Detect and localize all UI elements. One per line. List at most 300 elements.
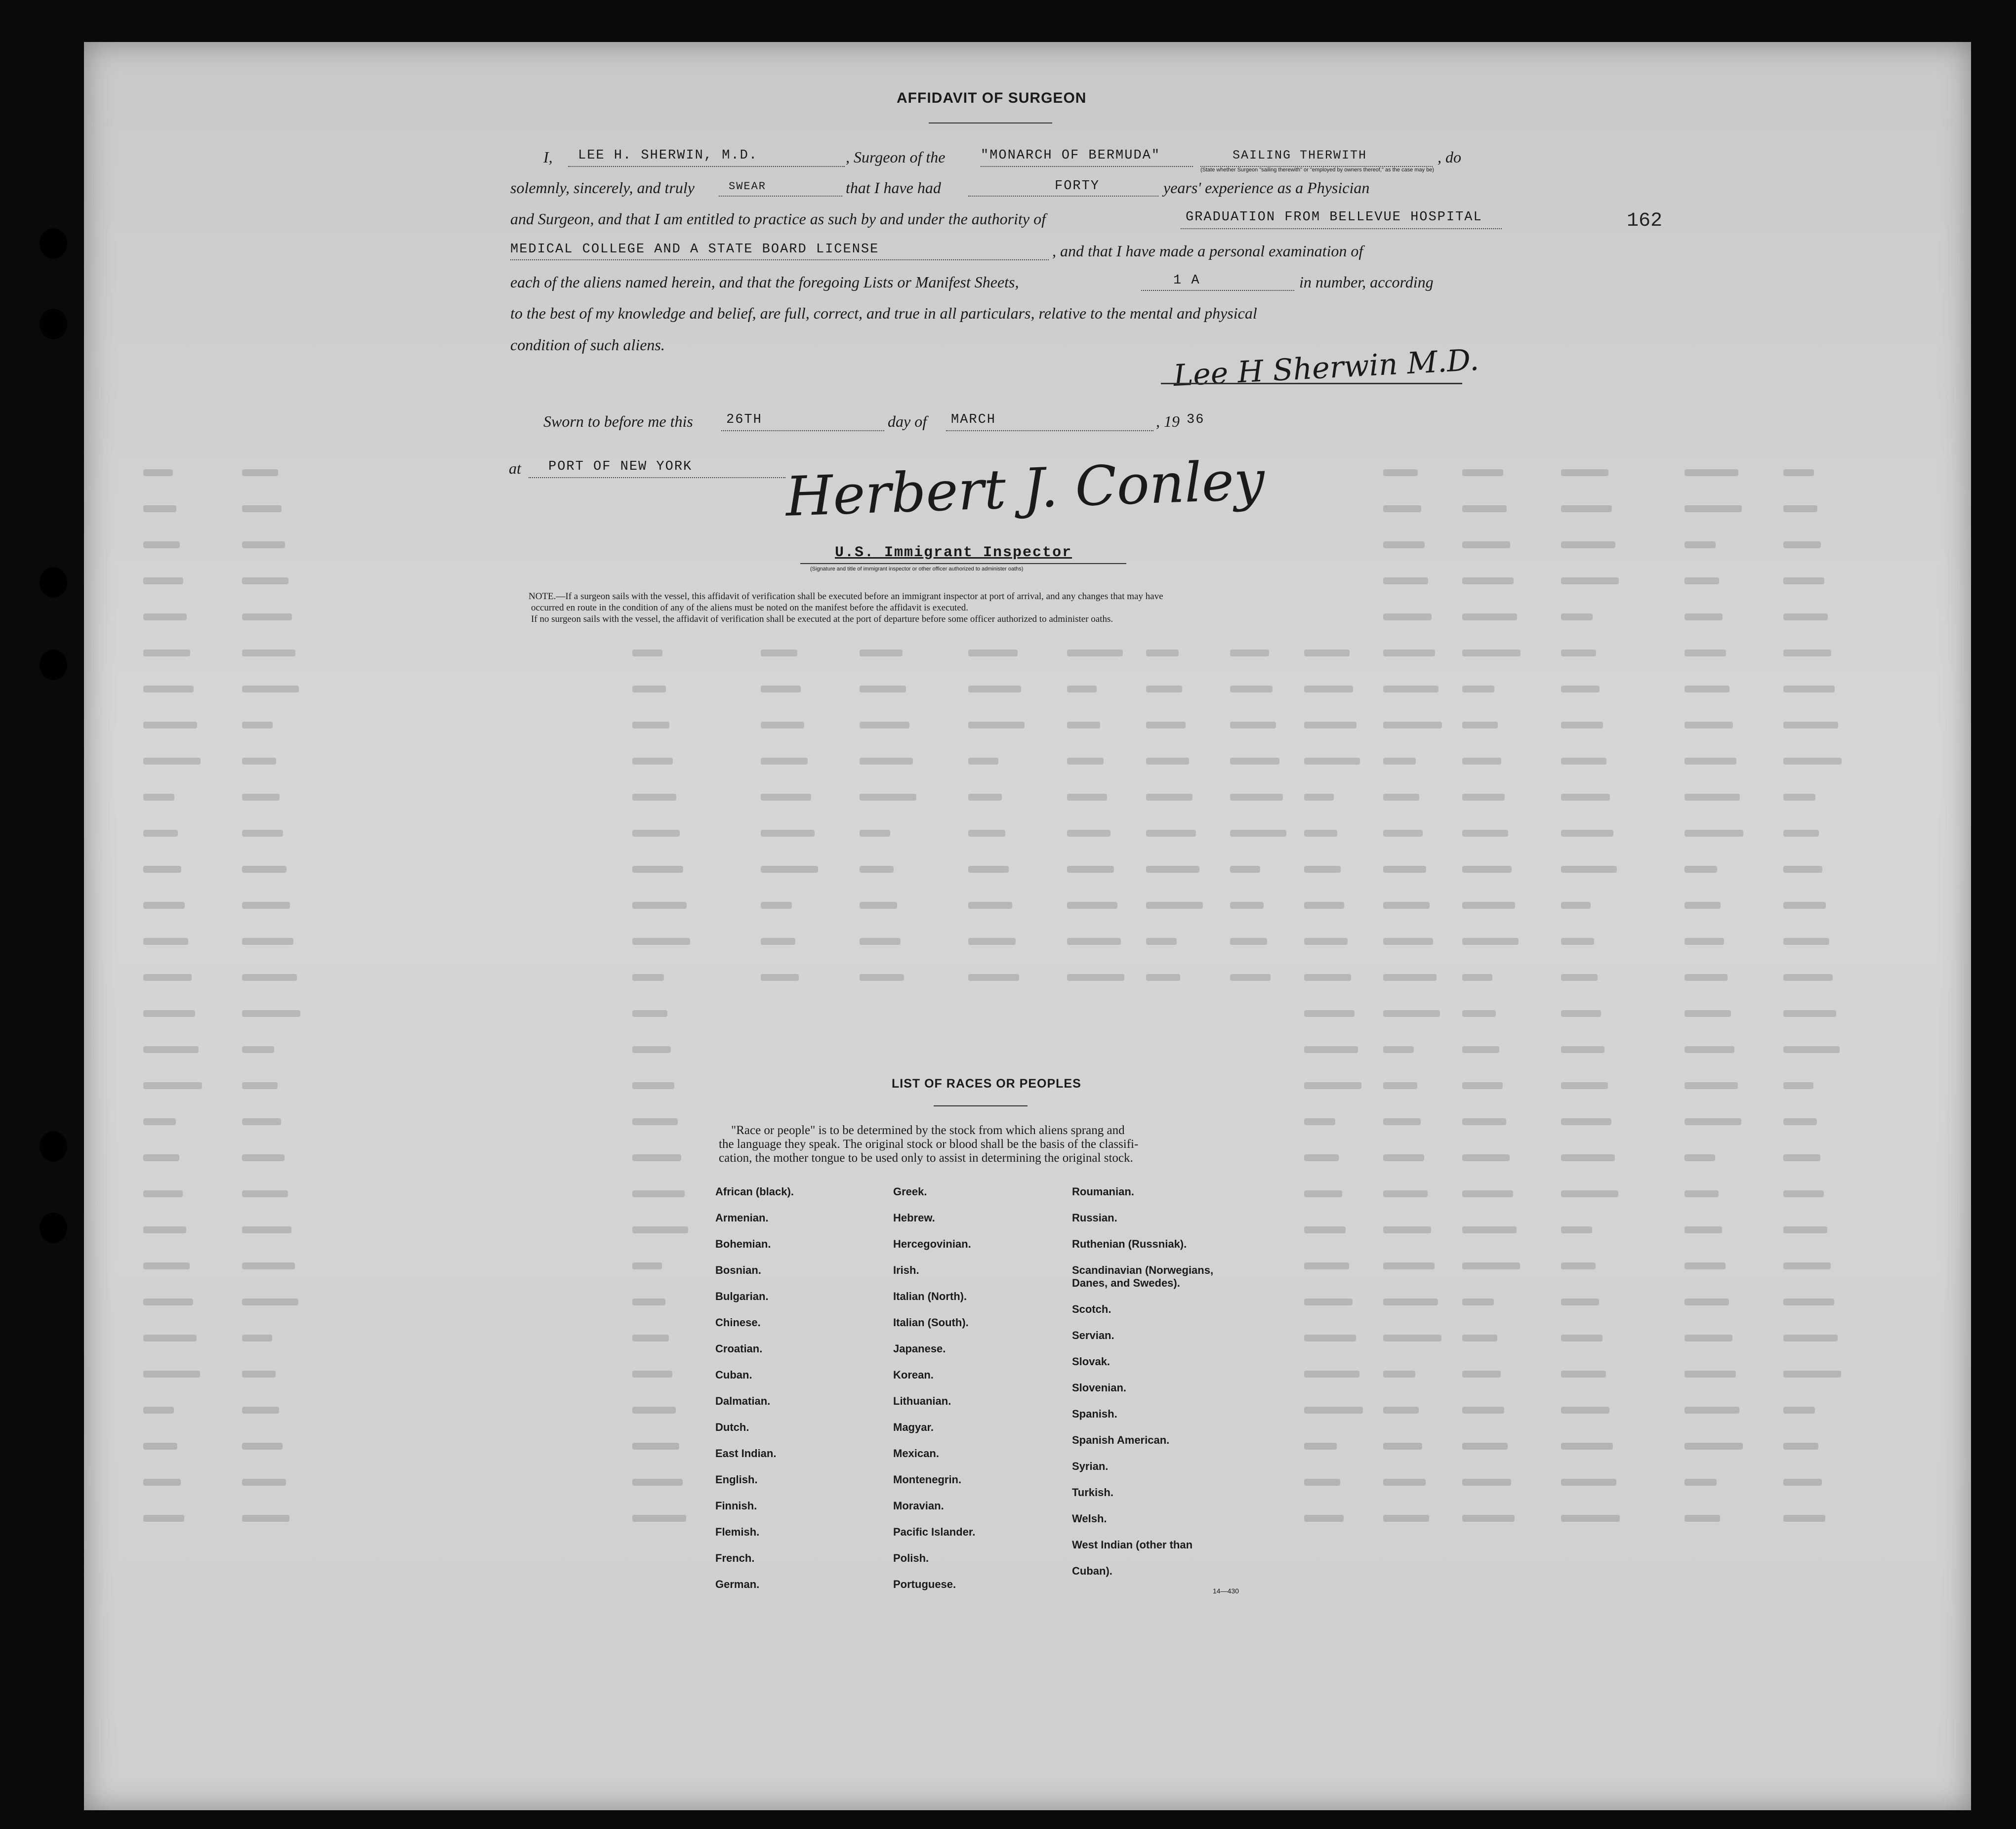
faded-entry <box>143 541 180 548</box>
line7: condition of such aliens. <box>510 336 665 354</box>
signature-line <box>1161 383 1462 384</box>
race-item: Dalmatian. <box>715 1395 771 1407</box>
faded-entry <box>860 830 890 837</box>
faded-entry <box>1304 1335 1356 1341</box>
faded-entry <box>1383 1407 1419 1414</box>
oath-word: SWEAR <box>729 180 767 193</box>
faded-entry <box>1462 1479 1511 1486</box>
race-item: Chinese. <box>715 1316 761 1329</box>
binder-hole <box>40 309 67 339</box>
faded-entry <box>143 1154 179 1161</box>
faded-entry <box>1685 1515 1720 1522</box>
faded-entry <box>1783 974 1833 981</box>
faded-entry <box>1383 469 1418 476</box>
faded-entry <box>1462 541 1510 548</box>
faded-entry <box>1685 938 1724 945</box>
faded-entry <box>632 830 680 837</box>
faded-entry <box>242 866 287 873</box>
faded-entry <box>143 758 201 765</box>
faded-entry <box>632 1046 671 1053</box>
faded-entry <box>242 902 290 909</box>
race-item: West Indian (other than <box>1072 1539 1193 1551</box>
race-item: Montenegrin. <box>893 1473 962 1486</box>
faded-entry <box>1304 1118 1335 1125</box>
faded-entry <box>1383 577 1428 584</box>
faded-entry <box>1146 902 1203 909</box>
faded-entry <box>632 1407 676 1414</box>
faded-entry <box>1462 650 1521 656</box>
race-item: Italian (South). <box>893 1316 969 1329</box>
faded-entry <box>1230 938 1267 945</box>
race-item: Cuban. <box>715 1369 752 1381</box>
faded-entry <box>1146 686 1182 692</box>
sworn-prefix: Sworn to before me this <box>543 412 693 430</box>
faded-entry <box>1783 686 1835 692</box>
faded-entry <box>1462 830 1508 837</box>
year-prefix: , 19 <box>1156 412 1180 430</box>
faded-entry <box>143 722 197 729</box>
faded-entry <box>761 722 804 729</box>
faded-entry <box>1146 830 1196 837</box>
faded-entry <box>1462 722 1498 729</box>
faded-entry <box>1561 1335 1603 1341</box>
faded-entry <box>860 902 897 909</box>
note-line-1: NOTE.—If a surgeon sails with the vessel, this affidavit of verification shall be executed before an immigrant inspector at port of arrival, and any changes that may have <box>529 591 1163 602</box>
faded-entry <box>143 1010 195 1017</box>
binder-hole <box>40 228 67 259</box>
faded-entry <box>1462 1046 1499 1053</box>
race-item: Armenian. <box>715 1212 769 1224</box>
faded-entry <box>968 794 1002 801</box>
faded-entry <box>632 938 690 945</box>
faded-entry <box>1685 686 1729 692</box>
line1-mid: , Surgeon of the <box>846 148 946 166</box>
faded-entry <box>1304 722 1357 729</box>
faded-entry <box>1561 469 1608 476</box>
faded-entry <box>1561 1046 1605 1053</box>
faded-entry <box>1561 1407 1609 1414</box>
inspector-signature: Herbert J. Conley <box>784 448 1266 528</box>
title-underline <box>929 122 1052 123</box>
faded-entry <box>632 650 662 656</box>
race-item: Cuban). <box>1072 1565 1112 1577</box>
faded-entry <box>860 974 904 981</box>
faded-entry <box>860 938 901 945</box>
faded-entry <box>1383 938 1433 945</box>
faded-entry <box>1383 1118 1421 1125</box>
faded-entry <box>968 722 1025 729</box>
faded-entry <box>1304 1046 1358 1053</box>
faded-entry <box>143 650 190 656</box>
faded-entry <box>1561 1010 1601 1017</box>
faded-entry <box>632 902 687 909</box>
race-item: Korean. <box>893 1369 934 1381</box>
faded-manifest-rows <box>128 459 1956 1595</box>
faded-entry <box>1304 1515 1344 1522</box>
faded-entry <box>1462 613 1517 620</box>
faded-entry <box>1383 1443 1422 1450</box>
faded-entry <box>242 469 278 476</box>
faded-entry <box>242 722 273 729</box>
faded-entry <box>968 866 1009 873</box>
faded-entry <box>1783 1046 1840 1053</box>
faded-entry <box>1561 577 1619 584</box>
faded-entry <box>143 794 174 801</box>
faded-entry <box>1561 1082 1608 1089</box>
faded-entry <box>632 1262 662 1269</box>
day-of: day of <box>888 412 927 430</box>
sworn-day: 26TH <box>726 412 762 427</box>
line2-end: years' experience as a Physician <box>1163 179 1370 197</box>
faded-entry <box>1230 650 1269 656</box>
faded-entry <box>1304 902 1344 909</box>
faded-entry <box>1304 1190 1342 1197</box>
faded-entry <box>1685 613 1723 620</box>
faded-entry <box>242 1515 289 1522</box>
race-item: Dutch. <box>715 1421 749 1433</box>
faded-entry <box>968 974 1019 981</box>
faded-entry <box>968 902 1012 909</box>
faded-entry <box>1685 505 1742 512</box>
authority-underline <box>1181 228 1502 229</box>
faded-entry <box>143 686 194 692</box>
line3-prefix: and Surgeon, and that I am entitled to practice as such by and under the authority of <box>510 210 1046 228</box>
faded-entry <box>632 1154 681 1161</box>
faded-entry <box>1462 1407 1504 1414</box>
faded-entry <box>1146 974 1180 981</box>
faded-entry <box>1067 974 1124 981</box>
race-item: Russian. <box>1072 1212 1117 1224</box>
faded-entry <box>1462 1299 1494 1305</box>
inspector-caption: (Signature and title of immigrant inspector or other officer authorized to administer oaths) <box>810 566 1024 572</box>
binder-hole <box>40 650 67 680</box>
faded-entry <box>1783 469 1814 476</box>
faded-entry <box>632 1226 688 1233</box>
faded-entry <box>1383 1335 1441 1341</box>
faded-entry <box>1685 541 1716 548</box>
faded-entry <box>242 1082 278 1089</box>
line6: to the best of my knowledge and belief, are full, correct, and true in all particulars, relative to the mental and physical <box>510 304 1257 322</box>
binder-hole <box>40 1213 67 1243</box>
line5-prefix: each of the aliens named herein, and that the foregoing Lists or Manifest Sheets, <box>510 273 1019 291</box>
faded-entry <box>143 1515 184 1522</box>
faded-entry <box>632 1010 667 1017</box>
inspector-line <box>800 563 1126 564</box>
faded-entry <box>242 613 292 620</box>
faded-entry <box>1685 1118 1741 1125</box>
faded-entry <box>632 1190 685 1197</box>
faded-entry <box>1685 902 1721 909</box>
faded-entry <box>1383 1082 1417 1089</box>
faded-entry <box>1462 1118 1506 1125</box>
faded-entry <box>860 866 894 873</box>
faded-entry <box>632 1371 672 1378</box>
faded-entry <box>1304 650 1350 656</box>
faded-entry <box>632 794 676 801</box>
faded-entry <box>1304 1479 1340 1486</box>
faded-entry <box>143 1479 181 1486</box>
race-item: Scotch. <box>1072 1303 1111 1315</box>
faded-entry <box>1783 1371 1841 1378</box>
faded-entry <box>1383 505 1421 512</box>
race-item: Slovenian. <box>1072 1382 1127 1394</box>
faded-entry <box>1146 650 1179 656</box>
faded-entry <box>143 613 187 620</box>
faded-entry <box>1685 722 1733 729</box>
faded-entry <box>1383 1226 1431 1233</box>
race-item: Bohemian. <box>715 1238 771 1250</box>
faded-entry <box>1383 722 1442 729</box>
faded-entry <box>242 1407 279 1414</box>
faded-entry <box>1383 1010 1440 1017</box>
race-item: Irish. <box>893 1264 919 1276</box>
faded-entry <box>1462 1515 1515 1522</box>
sheets-field <box>1141 273 1294 291</box>
faded-entry <box>1304 1226 1346 1233</box>
faded-entry <box>1685 577 1719 584</box>
faded-entry <box>1561 541 1615 548</box>
faded-entry <box>1561 1154 1615 1161</box>
faded-entry <box>1783 1190 1824 1197</box>
faded-entry <box>1230 866 1260 873</box>
faded-entry <box>1230 686 1273 692</box>
faded-entry <box>632 686 666 692</box>
faded-entry <box>242 938 293 945</box>
faded-entry <box>143 1299 193 1305</box>
faded-entry <box>1685 758 1736 765</box>
faded-entry <box>1561 1226 1592 1233</box>
race-item: Moravian. <box>893 1500 944 1512</box>
faded-entry <box>1685 650 1726 656</box>
race-item: Servian. <box>1072 1329 1114 1341</box>
faded-entry <box>242 1299 298 1305</box>
faded-entry <box>632 758 673 765</box>
faded-entry <box>143 1082 202 1089</box>
faded-entry <box>860 794 916 801</box>
faded-entry <box>1462 974 1492 981</box>
location: PORT OF NEW YORK <box>548 459 693 474</box>
faded-entry <box>1783 1407 1815 1414</box>
faded-entry <box>1067 794 1107 801</box>
faded-entry <box>1462 758 1501 765</box>
faded-entry <box>1783 1010 1836 1017</box>
faded-entry <box>1783 1118 1817 1125</box>
faded-entry <box>1146 794 1193 801</box>
faded-entry <box>1067 650 1123 656</box>
faded-entry <box>242 1118 281 1125</box>
faded-entry <box>1462 938 1519 945</box>
faded-entry <box>1561 1299 1599 1305</box>
faded-entry <box>1304 794 1334 801</box>
faded-entry <box>1783 613 1828 620</box>
faded-entry <box>1462 577 1514 584</box>
note-line-2: occurred en route in the condition of any of the aliens must be noted on the manifest before the affidavit is executed. <box>531 603 968 613</box>
faded-entry <box>1561 974 1598 981</box>
faded-entry <box>1462 866 1512 873</box>
faded-entry <box>1685 1407 1739 1414</box>
faded-entry <box>632 722 669 729</box>
race-item: Lithuanian. <box>893 1395 951 1407</box>
faded-entry <box>242 686 299 692</box>
faded-entry <box>1783 758 1842 765</box>
faded-entry <box>1383 1479 1426 1486</box>
race-item: Bulgarian. <box>715 1290 769 1302</box>
faded-entry <box>1067 686 1097 692</box>
faded-entry <box>1383 1190 1428 1197</box>
faded-entry <box>1304 1154 1339 1161</box>
faded-entry <box>1783 830 1819 837</box>
race-item: Roumanian. <box>1072 1185 1134 1198</box>
faded-entry <box>143 1190 183 1197</box>
sworn-month: MARCH <box>951 412 996 427</box>
faded-entry <box>1685 1082 1738 1089</box>
race-item: Slovak. <box>1072 1355 1111 1368</box>
faded-entry <box>1067 758 1104 765</box>
faded-entry <box>143 1407 174 1414</box>
faded-entry <box>761 794 811 801</box>
races-intro-3: cation, the mother tongue to be used only to assist in determining the original stock. <box>719 1151 1133 1165</box>
binder-hole <box>40 1131 67 1162</box>
race-item: Syrian. <box>1072 1460 1109 1472</box>
faded-entry <box>143 469 173 476</box>
race-item: English. <box>715 1473 758 1486</box>
faded-entry <box>242 505 282 512</box>
faded-entry <box>632 1515 686 1522</box>
faded-entry <box>1383 1299 1438 1305</box>
faded-entry <box>1462 1335 1497 1341</box>
faded-entry <box>1561 902 1591 909</box>
faded-entry <box>143 866 181 873</box>
faded-entry <box>1685 794 1740 801</box>
faded-entry <box>1561 866 1617 873</box>
line4-end: , and that I have made a personal examination of <box>1052 242 1363 260</box>
line2-mid: that I have had <box>846 179 941 197</box>
faded-entry <box>242 794 280 801</box>
sheet-count: 1 A <box>1173 273 1200 288</box>
faded-entry <box>1783 1299 1834 1305</box>
faded-entry <box>242 1479 286 1486</box>
faded-entry <box>1783 505 1817 512</box>
faded-entry <box>242 1443 283 1450</box>
faded-entry <box>860 686 906 692</box>
faded-entry <box>1304 1010 1355 1017</box>
faded-entry <box>761 650 797 656</box>
faded-entry <box>1304 1082 1361 1089</box>
faded-entry <box>1685 1371 1736 1378</box>
faded-entry <box>761 758 808 765</box>
faded-entry <box>242 1010 300 1017</box>
faded-entry <box>1561 613 1593 620</box>
faded-entry <box>761 866 818 873</box>
faded-entry <box>1230 974 1271 981</box>
faded-entry <box>1783 1335 1838 1341</box>
faded-entry <box>1230 902 1264 909</box>
faded-entry <box>1783 722 1838 729</box>
faded-entry <box>1462 1262 1520 1269</box>
faded-entry <box>632 1479 683 1486</box>
faded-entry <box>1561 794 1610 801</box>
faded-entry <box>1067 938 1121 945</box>
faded-entry <box>1067 830 1111 837</box>
faded-entry <box>242 1226 291 1233</box>
faded-entry <box>1304 1443 1337 1450</box>
faded-entry <box>632 1443 679 1450</box>
race-item: Finnish. <box>715 1500 757 1512</box>
faded-entry <box>968 830 1005 837</box>
race-item: African (black). <box>715 1185 794 1198</box>
faded-entry <box>1230 722 1276 729</box>
authority-underline-2 <box>510 259 1049 260</box>
faded-entry <box>1685 1010 1731 1017</box>
faded-entry <box>1462 794 1505 801</box>
race-item: Polish. <box>893 1552 929 1564</box>
ship-name: "MONARCH OF BERMUDA" <box>981 148 1161 163</box>
sailing-status: SAILING THERWITH <box>1233 148 1367 163</box>
faded-entry <box>242 974 297 981</box>
faded-entry <box>1304 686 1353 692</box>
race-item: Danes, and Swedes). <box>1072 1277 1180 1289</box>
faded-entry <box>761 938 795 945</box>
faded-entry <box>1685 830 1743 837</box>
faded-entry <box>143 830 178 837</box>
races-intro-2: the language they speak. The original stock or blood shall be the basis of the classifi- <box>719 1138 1139 1151</box>
faded-entry <box>1685 1262 1726 1269</box>
authority-line-2: MEDICAL COLLEGE AND A STATE BOARD LICENSE <box>510 242 879 257</box>
faded-entry <box>1462 1371 1501 1378</box>
faded-entry <box>1304 1371 1359 1378</box>
faded-entry <box>860 722 909 729</box>
faded-entry <box>1685 469 1738 476</box>
faded-entry <box>1561 1515 1620 1522</box>
faded-entry <box>143 577 183 584</box>
faded-entry <box>1685 1226 1722 1233</box>
faded-entry <box>1462 1190 1513 1197</box>
line2-prefix: solemnly, sincerely, and truly <box>510 179 695 197</box>
faded-entry <box>1783 541 1821 548</box>
faded-entry <box>1561 650 1596 656</box>
line1-prefix: I, <box>543 148 553 166</box>
at-label: at <box>509 459 521 477</box>
faded-entry <box>1383 1371 1415 1378</box>
faded-entry <box>1685 1190 1719 1197</box>
faded-entry <box>1304 1262 1349 1269</box>
faded-entry <box>1685 1479 1717 1486</box>
faded-entry <box>143 1262 190 1269</box>
faded-entry <box>1304 1407 1363 1414</box>
faded-entry <box>143 974 192 981</box>
faded-entry <box>242 830 283 837</box>
faded-entry <box>1304 1299 1353 1305</box>
faded-entry <box>1462 1082 1503 1089</box>
faded-entry <box>1146 938 1177 945</box>
page-number: 162 <box>1627 210 1663 232</box>
race-item: Ruthenian (Russniak). <box>1072 1238 1187 1250</box>
faded-entry <box>1230 830 1286 837</box>
faded-entry <box>761 974 799 981</box>
faded-entry <box>1067 866 1114 873</box>
race-item: East Indian. <box>715 1447 777 1460</box>
faded-entry <box>1561 1190 1618 1197</box>
race-item: Scandinavian (Norwegians, <box>1072 1264 1214 1276</box>
faded-entry <box>1383 650 1435 656</box>
faded-entry <box>143 1335 197 1341</box>
faded-entry <box>1067 722 1100 729</box>
faded-entry <box>143 1443 177 1450</box>
faded-entry <box>968 758 998 765</box>
faded-entry <box>1561 830 1613 837</box>
faded-entry <box>1561 1118 1611 1125</box>
faded-entry <box>242 541 285 548</box>
